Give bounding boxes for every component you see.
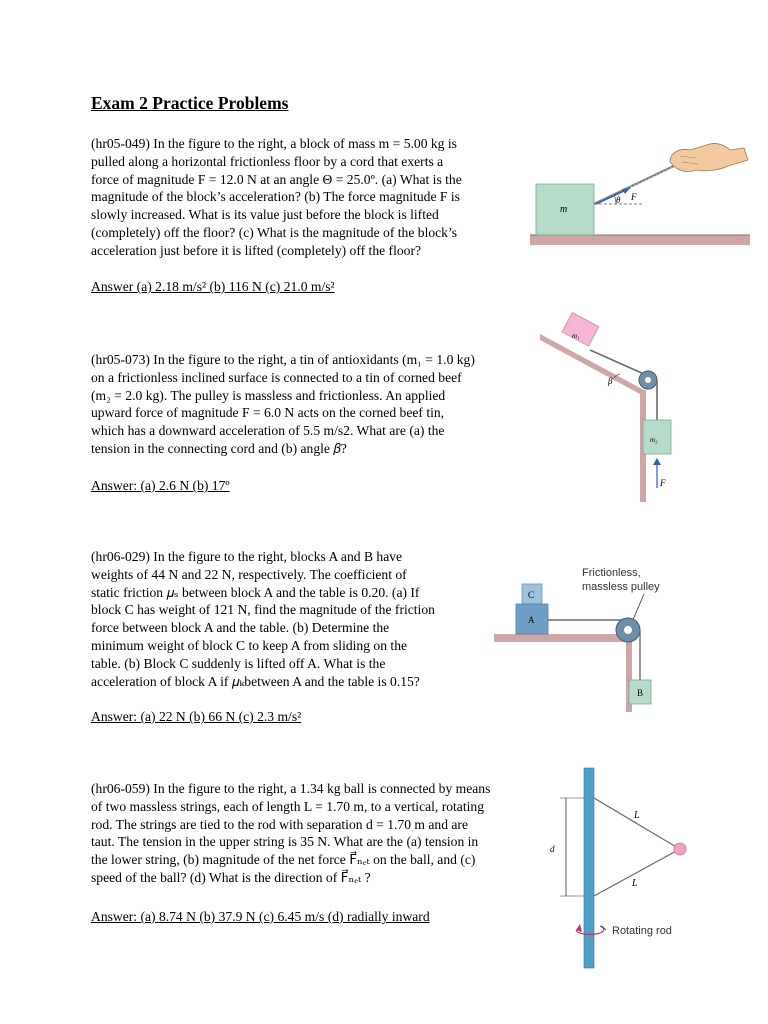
block-m-label: m (560, 204, 568, 215)
upper-string (594, 798, 678, 848)
problem-4-answer: Answer: (a) 8.74 N (b) 37.9 N (c) 6.45 m/s (d) radially inward (91, 909, 430, 924)
figure-block-pulled (530, 140, 750, 250)
problem-4-line: rod. The strings are tied to the rod with separation d = 1.70 m and are (91, 816, 468, 832)
m1-label: m₁ (572, 332, 580, 340)
lower-string (594, 850, 678, 896)
problem-1-line: acceleration just before it is lifted (completely) off the floor? (91, 242, 422, 258)
problem-3-answer: Answer: (a) 22 N (b) 66 N (c) 2.3 m/s² (91, 709, 302, 724)
callout-line-2: massless pulley (582, 581, 660, 593)
problem-2-line: (hr05-073) In the figure to the right, a tin of antioxidants (m₁ = 1.0 kg) (91, 352, 475, 367)
force-f-label: F (660, 478, 666, 488)
problem-3-line: minimum weight of block C to keep A from sliding on the (91, 637, 408, 653)
m2-label: m₂ (650, 436, 658, 444)
problem-1-line: force of magnitude F = 12.0 N at an angle Θ = 25.0º. (a) What is the (91, 171, 462, 187)
callout-line-1: Frictionless, (582, 567, 641, 579)
problem-3-line: table. (b) Block C suddenly is lifted off A. What is the (91, 655, 386, 671)
problem-1-line: slowly increased. What is its value just before the block is lifted (91, 207, 439, 223)
problem-1-line: (hr05-049) In the figure to the right, a block of mass m = 5.00 kg is (91, 136, 457, 151)
table-top (494, 634, 626, 642)
problem-4-line: (hr06-059) In the figure to the right, a 1.34 kg ball is connected by means (91, 781, 491, 796)
problem-4-line: of two massless strings, each of length L = 1.70 m, to a vertical, rotating (91, 798, 484, 814)
problem-2-text (91, 351, 531, 458)
lower-l-label: L (632, 878, 638, 889)
figure-rotating-rod (540, 768, 720, 968)
problem-1-line: magnitude of the block’s acceleration? (b) The force magnitude F is (91, 189, 460, 205)
problem-3-line: weights of 44 N and 22 N, respectively. The coefficient of (91, 566, 407, 582)
rotating-rod-label: Rotating rod (612, 925, 672, 937)
problem-3-line: block C has weight of 121 N, find the magnitude of the friction (91, 602, 435, 618)
d-label: d (550, 844, 555, 854)
problem-1-text (91, 135, 531, 260)
problem-2-line: upward force of magnitude F = 6.0 N acts on the corned beef tin, (91, 405, 445, 421)
block-a-label: A (528, 615, 535, 625)
block-b-label: B (637, 688, 644, 698)
block-c-label: C (528, 590, 535, 600)
force-f-label: F (631, 192, 637, 202)
problem-3-line: acceleration of block A if 𝜇ₖbetween A and the table is 0.15? (91, 673, 420, 689)
problem-4-line: the lower string, (b) magnitude of the net force F⃗ₙₑₜ on the ball, and (c) (91, 852, 476, 868)
problem-4-line: taut. The tension in the upper string is 35 N. What are the (a) tension in (91, 834, 479, 850)
page-title: Exam 2 Practice Problems (91, 93, 289, 113)
problem-1-line: (completely) off the floor? (c) What is the magnitude of the block’s (91, 224, 458, 240)
problem-2-line: on a frictionless inclined surface is connected to a tin of corned beef (91, 369, 462, 385)
problem-2-line: tension in the connecting cord and (b) angle 𝛽? (91, 440, 347, 456)
problem-1-line: pulled along a horizontal frictionless floor by a cord that exerts a (91, 153, 444, 169)
problem-1-answer: Answer (a) 2.18 m/s² (b) 116 N (c) 21.0 m/s² (91, 279, 335, 294)
problem-2-answer: Answer: (a) 2.6 N (b) 17º (91, 478, 230, 493)
problem-3-line: force between block A and the table. (b) Determine the (91, 620, 390, 636)
block-m1 (562, 313, 599, 347)
problem-4-text (91, 780, 531, 887)
incline-surface (540, 334, 644, 394)
rod (584, 768, 594, 968)
problem-3-text (91, 548, 531, 690)
problem-2-line: (m₂ = 2.0 kg). The pulley is massless and frictionless. An applied (91, 387, 446, 403)
upper-l-label: L (634, 810, 640, 821)
problem-3-line: static friction 𝜇ₛ between block A and the table is 0.20. (a) If (91, 584, 420, 600)
problem-4-line: speed of the ball? (d) What is the direction of F⃗ₙₑₜ ? (91, 869, 371, 885)
problem-3-line: (hr06-029) In the figure to the right, blocks A and B have (91, 549, 403, 564)
floor (530, 235, 750, 245)
figure-blocks-pulley (494, 562, 674, 712)
hand-icon (670, 143, 748, 171)
figure-incline-pulley (540, 312, 690, 502)
ball (674, 843, 686, 855)
problem-2-line: which has a downward acceleration of 5.5 m/s2. What are (a) the (91, 423, 445, 439)
angle-theta-label: θ (616, 195, 621, 205)
beta-label: β (608, 376, 613, 386)
